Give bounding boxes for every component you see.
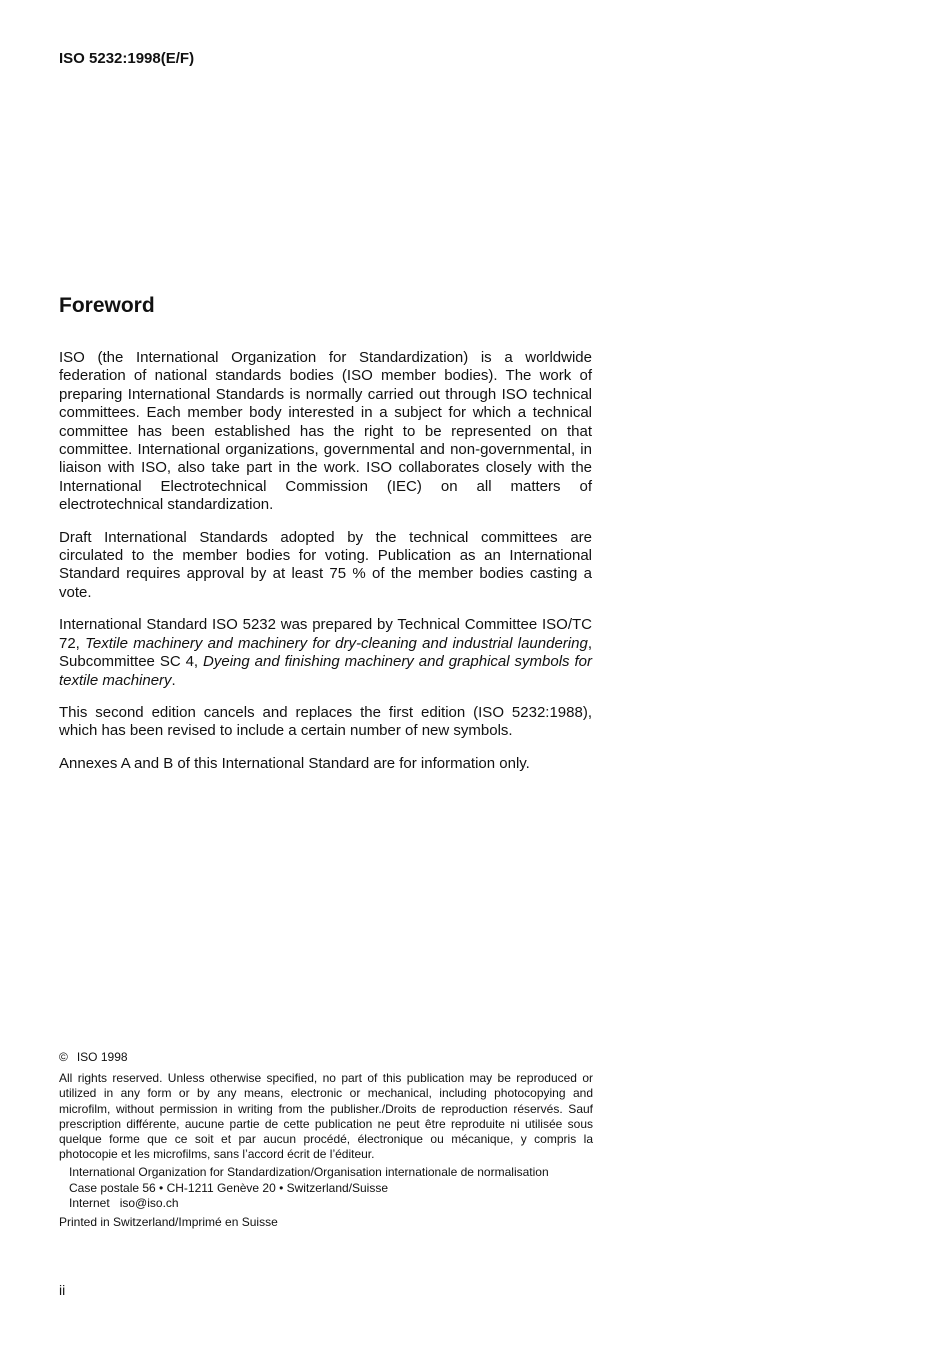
internet-label: Internet bbox=[69, 1195, 110, 1210]
copyright-line bbox=[59, 1050, 593, 1065]
page-title: Foreword bbox=[59, 294, 155, 317]
rights-notice: All rights reserved. Unless otherwise specified, no part of this publication may be reproduced or utilized in any form or by any means, electronic or mechanical, including photocopying and microfilm, without permission in writing from the publisher./Droits de reproduction réservés. Sauf prescription différente, aucune partie de cette publication ne peut être reproduite ni utilisée sous quelque forme que ce soit et par aucun procédé, électronique ou mécanique, y compris la photocopie et les microfilms, sans l’accord écrit de l’éditeur. bbox=[59, 1071, 593, 1162]
page-number: ii bbox=[59, 1282, 66, 1298]
printed-notice: Printed in Switzerland/Imprimé en Suisse bbox=[59, 1215, 278, 1230]
committee-text-1: International Standard ISO 5232 was prepared by Technical Committee ISO/TC 72, bbox=[59, 616, 592, 652]
foreword-body bbox=[59, 349, 592, 787]
postal-address: Case postale 56 • CH-1211 Genève 20 • Switzerland/Suisse bbox=[69, 1180, 389, 1195]
copyright-block bbox=[59, 1050, 593, 1230]
paragraph-edition: This second edition cancels and replaces the first edition (ISO 5232:1988), which has been revised to include a certain number of new symbols. bbox=[59, 703, 592, 740]
copyright-icon: © bbox=[59, 1050, 68, 1064]
committee-name: Textile machinery and machinery for dry-cleaning and industrial laundering bbox=[85, 634, 588, 652]
document-id-header: ISO 5232:1998(E/F) bbox=[59, 50, 195, 67]
paragraph-draft-standards: Draft International Standards adopted by the technical committees are circulated to the member bodies for voting. Publication as an International Standard requires approval by at least 75 % of the member bodies casting a vote. bbox=[59, 528, 592, 601]
internet-email: iso@iso.ch bbox=[119, 1195, 179, 1210]
subcommittee-name: Dyeing and finishing machinery and graphical symbols for textile machinery bbox=[59, 653, 592, 689]
copyright-owner: ISO 1998 bbox=[76, 1050, 128, 1064]
committee-text-3: . bbox=[171, 671, 176, 689]
paragraph-iso-intro: ISO (the International Organization for Standardization) is a worldwide federation of national standards bodies (ISO member bodies). The work of preparing International Standards is normally carried out through ISO technical committees. Each member body interested in a subject for which a technical committee has been established has the right to be represented on that committee. International organizations, governmental and non-governmental, in liaison with ISO, also take part in the work. ISO collaborates closely with the International Electrotechnical Commission (IEC) on all matters of electrotechnical standardization. bbox=[59, 349, 592, 514]
committee-text-2: , Subcommittee SC 4, bbox=[59, 634, 592, 671]
organization-name: International Organization for Standardization/Organisation internationale de normalisation bbox=[69, 1165, 549, 1180]
internet-line bbox=[59, 1196, 593, 1211]
paragraph-annexes: Annexes A and B of this International Standard are for information only. bbox=[59, 754, 530, 772]
paragraph-committee bbox=[59, 616, 592, 690]
